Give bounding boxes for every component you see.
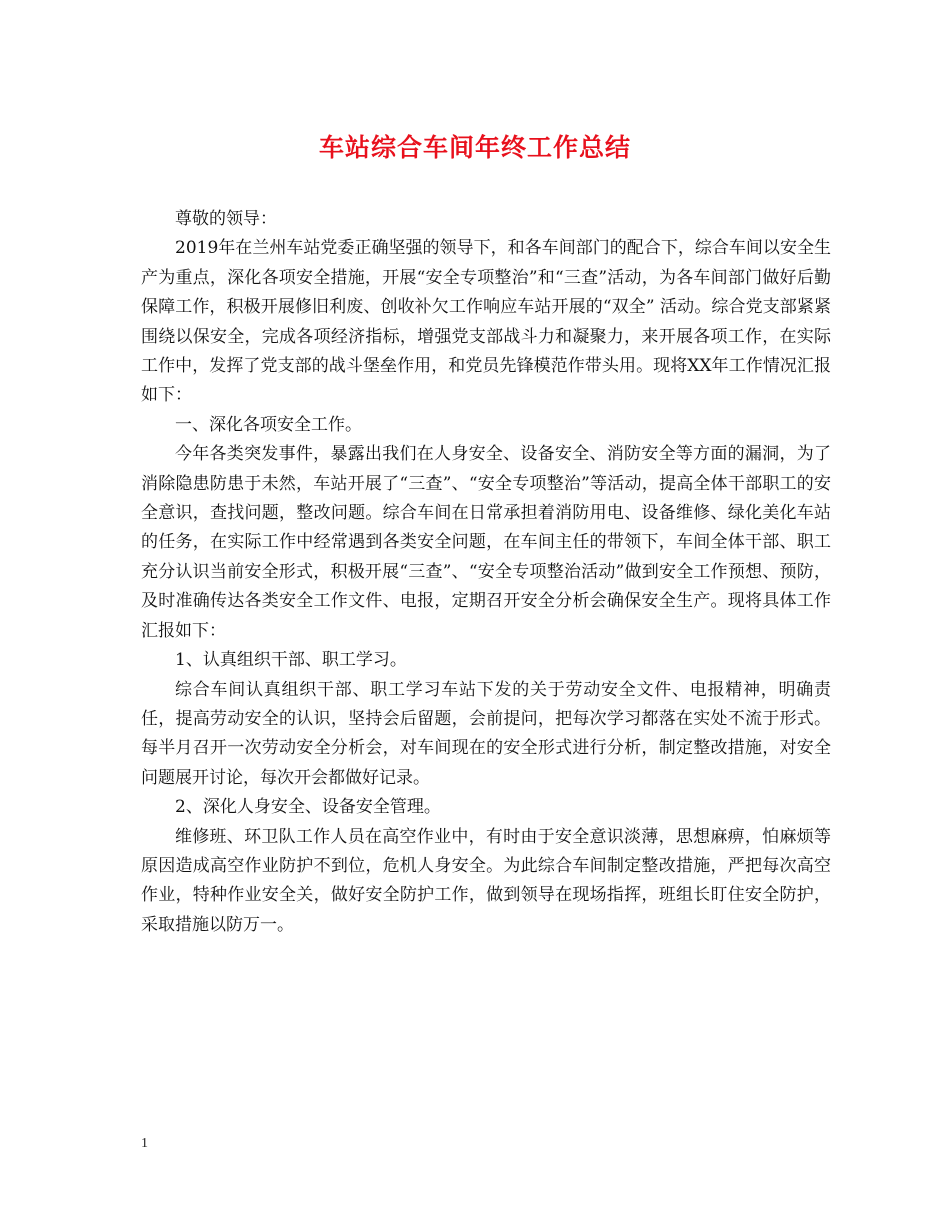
document-title: 车站综合车间年终工作总结	[318, 133, 631, 162]
salutation-paragraph: 尊敬的领导：	[175, 209, 277, 229]
body-paragraph: 维修班、环卫队工作人员在高空作业中，有时由于安全意识淡薄，思想麻痹，怕麻烦等原因造成高空作业防护不到位，危机人身安全。为此综合车间制定整改措施，严把每次高空作业，特种作业安全关，做好安全防护工作，做到领导在现场指挥，班组长盯住安全防护，采取措施以防万一。	[141, 826, 831, 935]
subsection-heading-2: 2、深化人身安全、设备安全管理。	[175, 797, 441, 818]
subsection-heading-1: 1、认真组织干部、职工学习。	[175, 650, 407, 671]
page-number: 1	[141, 1136, 148, 1151]
section-heading-1: 一、深化各项安全工作。	[175, 414, 362, 435]
document-body	[141, 205, 831, 940]
body-paragraph: 今年各类突发事件，暴露出我们在人身安全、设备安全、消防安全等方面的漏洞，为了消除隐患防患于未然，车站开展了“三查”、“安全专项整治”等活动，提高全体干部职工的安全意识，查找问题，整改问题。综合车间在日常承担着消防用电、设备维修、绿化美化车站的任务，在实际工作中经常遇到各类安全问题，在车间主任的带领下，车间全体干部、职工充分认识当前安全形式，积极开展“三查”、“安全专项整治活动”做到安全工作预想、预防，及时准确传达各类安全工作文件、电报，定期召开安全分析会确保安全生产。现将具体工作汇报如下：	[141, 444, 831, 641]
body-paragraph: 综合车间认真组织干部、职工学习车站下发的关于劳动安全文件、电报精神，明确责任，提高劳动安全的认识，坚持会后留题，会前提问，把每次学习都落在实处不流于形式。每半月召开一次劳动安全分析会，对车间现在的安全形式进行分析，制定整改措施，对安全问题展开讨论，每次开会都做好记录。	[141, 679, 831, 788]
intro-paragraph: 2019年在兰州车站党委正确坚强的领导下，和各车间部门的配合下，综合车间以安全生产为重点，深化各项安全措施，开展“安全专项整治”和“三查”活动，为各车间部门做好后勤保障工作，积极开展修旧利废、创收补欠工作响应车站开展的“双全” 活动。综合党支部紧紧围绕以保安全，完成各项经济指标，增强党支部战斗力和凝聚力，来开展各项工作，在实际工作中，发挥了党支部的战斗堡垒作用，和党员先锋模范作带头用。现将XX年工作情况汇报如下：	[141, 238, 831, 406]
